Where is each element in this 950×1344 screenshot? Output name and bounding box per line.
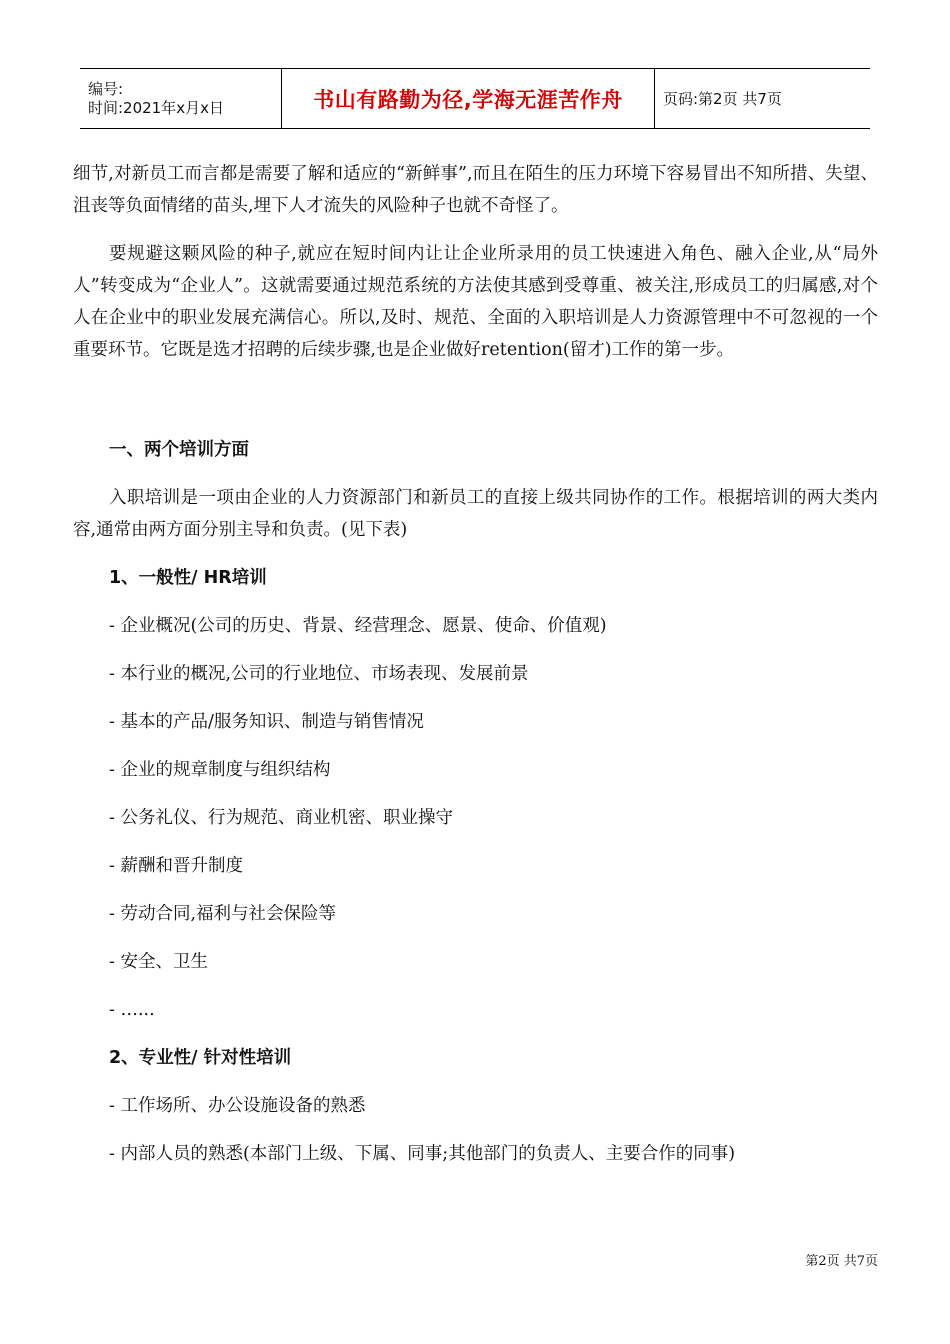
subsection-heading: 1、一般性/ HR培训 bbox=[109, 568, 267, 588]
list-item: - …... bbox=[109, 1000, 155, 1020]
list-item: - 企业的规章制度与组织结构 bbox=[109, 760, 331, 780]
header-meta bbox=[80, 69, 281, 128]
header-number: 编号: bbox=[88, 79, 124, 98]
document-body bbox=[73, 158, 878, 1170]
page-footer: 第2页 共7页 bbox=[805, 1254, 878, 1269]
list-item: - 工作场所、办公设施设备的熟悉 bbox=[109, 1096, 366, 1116]
list-item: - 公务礼仪、行为规范、商业机密、职业操守 bbox=[109, 808, 453, 828]
list-item: - 内部人员的熟悉(本部门上级、下属、同事;其他部门的负责人、主要合作的同事) bbox=[109, 1144, 736, 1164]
list-item: - 本行业的概况,公司的行业地位、市场表现、发展前景 bbox=[109, 664, 529, 684]
body-paragraph: 要规避这颗风险的种子,就应在短时间内让让企业所录用的员工快速进入角色、融入企业,从“局外人”转变成为“企业人”。这就需要通过规范系统的方法使其感到受尊重、被关注,形成员工的归属感,对个人在企业中的职业发展充满信心。所以,及时、规范、全面的入职培训是人力资源管理中不可忽视的一个重要环节。它既是选才招聘的后续步骤,也是企业做好retention(留才)工作的第一步。 bbox=[73, 244, 878, 360]
list-item: - 劳动合同,福利与社会保险等 bbox=[109, 904, 337, 924]
section-intro: 入职培训是一项由企业的人力资源部门和新员工的直接上级共同协作的工作。根据培训的两大类内容,通常由两方面分别主导和负责。(见下表) bbox=[73, 488, 878, 540]
body-paragraph: 细节,对新员工而言都是需要了解和适应的“新鲜事”,而且在陌生的压力环境下容易冒出不知所措、失望、沮丧等负面情绪的苗头,埋下人才流失的风险种子也就不奇怪了。 bbox=[73, 164, 878, 216]
list-item: - 薪酬和晋升制度 bbox=[109, 856, 243, 876]
header-page-info: 页码:第2页 共7页 bbox=[663, 90, 782, 108]
section-heading: 一、两个培训方面 bbox=[109, 440, 249, 460]
header-motto: 书山有路勤为径,学海无涯苦作舟 bbox=[313, 87, 623, 112]
subsection-heading: 2、专业性/ 针对性培训 bbox=[109, 1048, 292, 1068]
list-item: - 安全、卫生 bbox=[109, 952, 208, 972]
list-item: - 基本的产品/服务知识、制造与销售情况 bbox=[109, 712, 424, 732]
header-motto-cell bbox=[281, 69, 655, 128]
header-time: 时间:2021年x月x日 bbox=[88, 98, 224, 117]
list-item: - 企业概况(公司的历史、背景、经营理念、愿景、使命、价值观) bbox=[109, 616, 607, 636]
header-page-cell bbox=[655, 69, 870, 128]
page-header bbox=[80, 68, 870, 129]
